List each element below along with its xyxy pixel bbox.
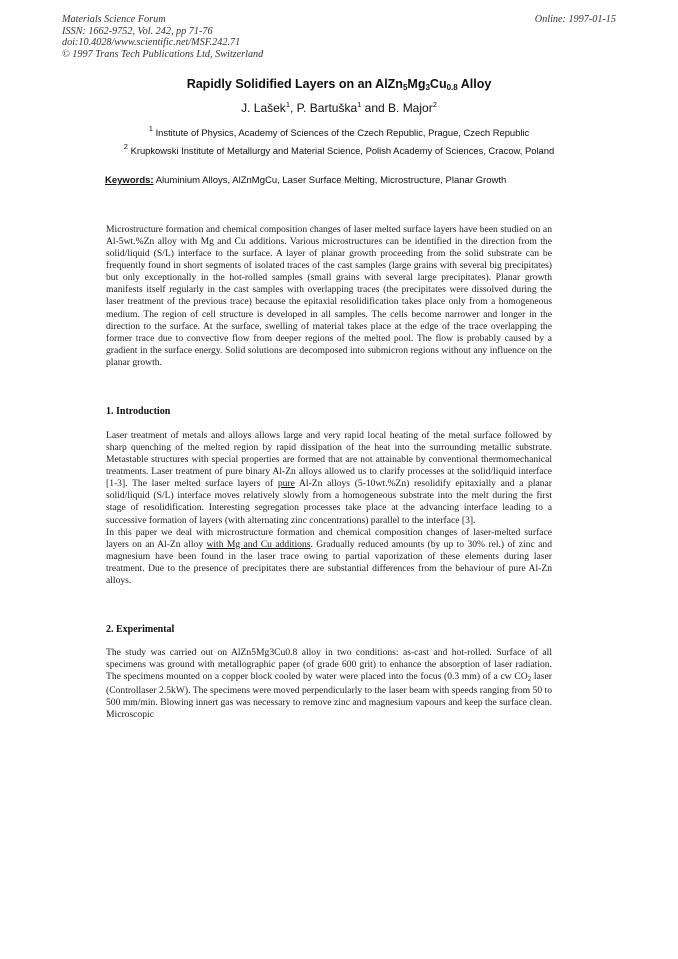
affiliation-1 (100, 123, 578, 139)
text-run: Laser treatment of metals and alloys allows large and very rapid local heating of the metal surface followed by sharp quenching of the melted region by rapid dissipation of the heat into the surrounding metallic substrate. Metastable structures with special properties are formed that are not attainable by conventional thermomechanical treatments. Laser treatment of pure binary Al-Zn alloys allowed us to clarify processes at the solid/liquid interface [1-3]. The laser melted surface layers of (106, 430, 552, 490)
title-text: Rapidly Solidified Layers on an AlZn (186, 77, 403, 91)
author-list (0, 100, 678, 115)
affiliation-text: Institute of Physics, Academy of Sciences of the Czech Republic, Prague, Czech Republic (155, 127, 530, 138)
text-run: The study was carried out on AlZn5Mg3Cu0.8 alloy in two conditions: as-cast and hot-rolled. Surface of all specimens was ground with metallographic paper (of grade 600 grit) to enhance the absorption of laser radiation. The specimens mounted on a copper block cooled by water were placed into the focus (0.3 mm) of a cw CO (106, 647, 552, 683)
paper-title (0, 77, 678, 92)
keywords (105, 175, 585, 186)
author-separator: , (289, 101, 297, 115)
text-run: Al-Zn alloys (5-10wt.%Zn) resolidify epitaxially and a planar solid/liquid (S/L) interface moves relatively slowly from a homogeneous substrate into the melt during the first stage of resolidification. Interesting segregation processes take place at the advancing interface leading to a successive formation of layers (with alternating zinc concentrations) parallel to the interface [3]. (106, 478, 552, 526)
doi-line[interactable]: doi:10.4028/www.scientific.net/MSF.242.71 (62, 37, 241, 48)
underlined-text: with Mg and Cu additions (206, 538, 311, 550)
intro-paragraph-1 (106, 430, 552, 527)
author-separator: and (361, 101, 389, 115)
author-name: J. Lašek (241, 101, 286, 115)
title-text: Alloy (457, 77, 492, 91)
copyright-line: © 1997 Trans Tech Publications Ltd, Switzerland (62, 48, 264, 60)
title-sub: 3 (425, 83, 430, 92)
journal-meta (62, 14, 263, 60)
author-name: B. Major (388, 101, 433, 115)
keywords-label: Keywords: (105, 175, 154, 186)
section-heading-experimental: 2. Experimental (106, 624, 175, 635)
affiliation-mark: 1 (148, 124, 153, 133)
affiliation-2 (100, 141, 578, 157)
affiliation-mark: 2 (123, 142, 128, 151)
title-text: Cu (429, 77, 447, 91)
title-sub: 0.8 (446, 83, 458, 92)
keywords-text: Aluminium Alloys, AlZnMgCu, Laser Surface Melting, Microstructure, Planar Growth (153, 175, 507, 186)
online-date: Online: 1997-01-15 (534, 14, 616, 25)
exp-paragraph-1 (106, 647, 552, 721)
author-affiliation-mark: 2 (432, 100, 437, 109)
text-run: . Gradually reduced amounts (by up to 30% rel.) of zinc and magnesium have been found in the laser trace owing to partial vaporization of these elements during laser treatment. Due to the presence of precipitates there are substantial differences from the behaviour of pure Al-Zn alloys. (106, 538, 552, 586)
section-heading-introduction: 1. Introduction (106, 406, 171, 417)
author-affiliation-mark: 1 (285, 100, 290, 109)
abstract (106, 224, 552, 369)
title-text: Mg (407, 77, 426, 91)
affiliation-text: Krupkowski Institute of Metallurgy and Material Science, Polish Academy of Sciences, Cracow, Poland (130, 145, 555, 156)
experimental-body (106, 647, 552, 721)
issn-line: ISSN: 1662-9752, Vol. 242, pp 71-76 (62, 25, 213, 37)
text-run: laser (Controllaser 2.5kW). The specimens were moved perpendicularly to the laser beam with speeds ranging from 50 to 500 mm/min. Blowing innert gas was necessary to remove zinc and magnesium vapours and keep the surface clean. Microscopic (106, 671, 552, 721)
title-sub: 5 (402, 83, 408, 92)
subscript: 2 (527, 675, 532, 684)
author-name: P. Bartuška (296, 101, 358, 115)
text-run: In this paper we deal with microstructure formation and chemical composition changes of laser-melted surface layers on an Al-Zn alloy (106, 526, 552, 550)
author-affiliation-mark: 1 (357, 100, 362, 109)
abstract-text: Microstructure formation and chemical composition changes of laser melted surface layers have been studied on an Al-5wt.%Zn alloy with Mg and Cu additions. Various microstructures can be identified in the direction from the solid/liquid (S/L) interface to the surface. A layer of planar growth proceeding from the solid substrate can be frequently found in short segments of isolated traces of the cast samples (large grains with several big precipitates) but only exceptionally in the hot-rolled samples (small grains with several large precipitates). Planar growth manifests itself regularly in the cast samples with overlapping traces (the precipitates were dissolved during the laser treatment of the previous trace) because the epitaxial resolidification takes place only from a homogeneous medium. The region of cell structure is developed in all samples. The cells become narrower and longer in the direction to the surface. At the surface, swelling of material takes place at the edge of the trace overlapping the former trace due to convective flow from deeper regions of the melted pool. The flow is probably caused by a gradient in the surface energy. Solid solutions are decomposed into submicron regions without any influence on the planar growth. (106, 224, 552, 368)
underlined-text: pure (277, 478, 295, 490)
journal-name: Materials Science Forum (62, 14, 166, 25)
introduction-body (106, 430, 552, 587)
intro-paragraph-2 (106, 527, 552, 587)
